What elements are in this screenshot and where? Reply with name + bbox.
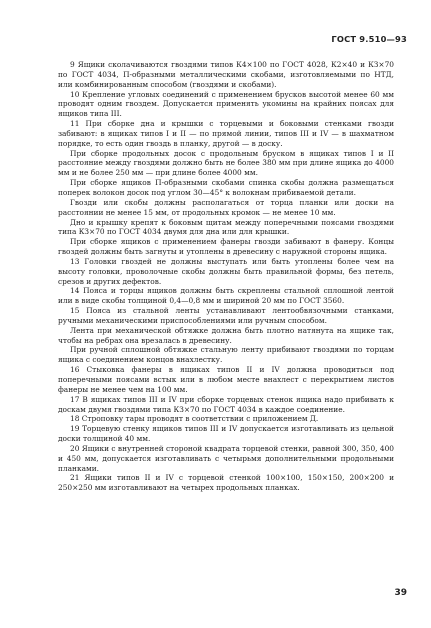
page-number: 39 [394, 588, 407, 598]
paragraph: 16 Стыковка фанеры в ящиках типов II и IV должна проводиться под поперечными поясами встык или в любом месте внахлест с перекрытием листов фанеры не менее чем на 100 мм. [58, 365, 394, 394]
paragraph: 14 Пояса и торцы ящиков должны быть скреплены стальной сплошной лентой или в виде скобы толщиной 0,4—0,8 мм и шириной 20 мм по ГОСТ 3560. [58, 286, 394, 306]
paragraph: Лента при механической обтяжке должна быть плотно натянута на ящике так, чтобы на ребрах она врезалась в древесину. [58, 325, 394, 345]
paragraph: При сборке продольных досок с продольным бруском в ящиках типов I и II расстояние между гвоздями должно быть не более 380 мм при длине ящика до 4000 мм и не более 250 мм — при длине более 4000 мм. [58, 148, 394, 178]
paragraph: 19 Торцевую стенку ящиков типов III и IV допускается изготавливать из цельной доски толщиной 40 мм. [58, 424, 394, 444]
paragraph: 18 Строповку тары проводят в соответствии с приложением Д. [70, 414, 319, 424]
paragraph: При ручной сплошной обтяжке стальную ленту прибивают гвоздями по торцам ящика с соединением концов внахлестку. [58, 345, 394, 365]
paragraph: 11 При сборке дна и крышки с торцевыми и боковыми стенками гвозди забивают: в ящиках типов I и II — по прямой линии, типов III и IV — в шахматном порядке, то есть один гвоздь в планку, другой — в доску. [58, 119, 394, 148]
document-body [58, 60, 394, 493]
paragraph: 20 Ящики с внутренней стороной квадрата торцевой стенки, равной 300, 350, 400 и 450 мм, допускается изготавливать с четырьмя дополнительными продольными планками. [58, 443, 394, 473]
paragraph: 21 Ящики типов II и IV с торцевой стенкой 100×100, 150×150, 200×200 и 250×250 мм изготавливают на четырех продольных планках. [58, 473, 394, 493]
paragraph: 17 В ящиках типов III и IV при сборке торцевых стенок ящика надо прибивать к доскам двумя гвоздями типа КЗ×70 по ГОСТ 4034 в каждое соединение. [58, 394, 394, 414]
paragraph: Дно и крышку крепят к боковым щитам между поперечными поясами гвоздями типа КЗ×70 по ГОСТ 4034 двумя для дна или для крышки. [58, 217, 394, 237]
standard-header: ГОСТ 9.510—93 [331, 34, 407, 44]
paragraph: 9 Ящики сколачиваются гвоздями типов К4×100 по ГОСТ 4028, К2×40 и КЗ×70 по ГОСТ 4034, П-образными металлическими скобами, изготовляемыми по НТД, или комбинированным способом (гвоздями и скобами). [58, 60, 394, 89]
paragraph: При сборке ящиков П-образными скобами спинка скобы должна размещаться поперек волокон досок под углом 30—45° к волокнам прибиваемой детали. [58, 178, 394, 197]
paragraph: 13 Головки гвоздей не должны выступать или быть утоплены более чем на высоту головки, проволочные скобы должны быть правильной формы, без петель, срезов и других дефектов. [58, 256, 394, 286]
paragraph: 15 Пояса из стальной ленты устанавливают лентообвязочными станками, ручными механическими приспособлениями или ручным способом. [58, 306, 394, 325]
paragraph: При сборке ящиков с применением фанеры гвозди забивают в фанеру. Концы гвоздей должны быть загнуты и утоплены в древесину с наружной стороны ящика. [58, 237, 394, 257]
paragraph: 10 Крепление угловых соединений с применением брусков высотой менее 60 мм проводят одним гвоздем. Допускается применять укомины на крайних поясах для ящиков типа III. [58, 89, 394, 119]
paragraph: Гвозди или скобы должны располагаться от торца планки или доски на расстоянии не менее 15 мм, от продольных кромок — не менее 10 мм. [58, 197, 394, 217]
